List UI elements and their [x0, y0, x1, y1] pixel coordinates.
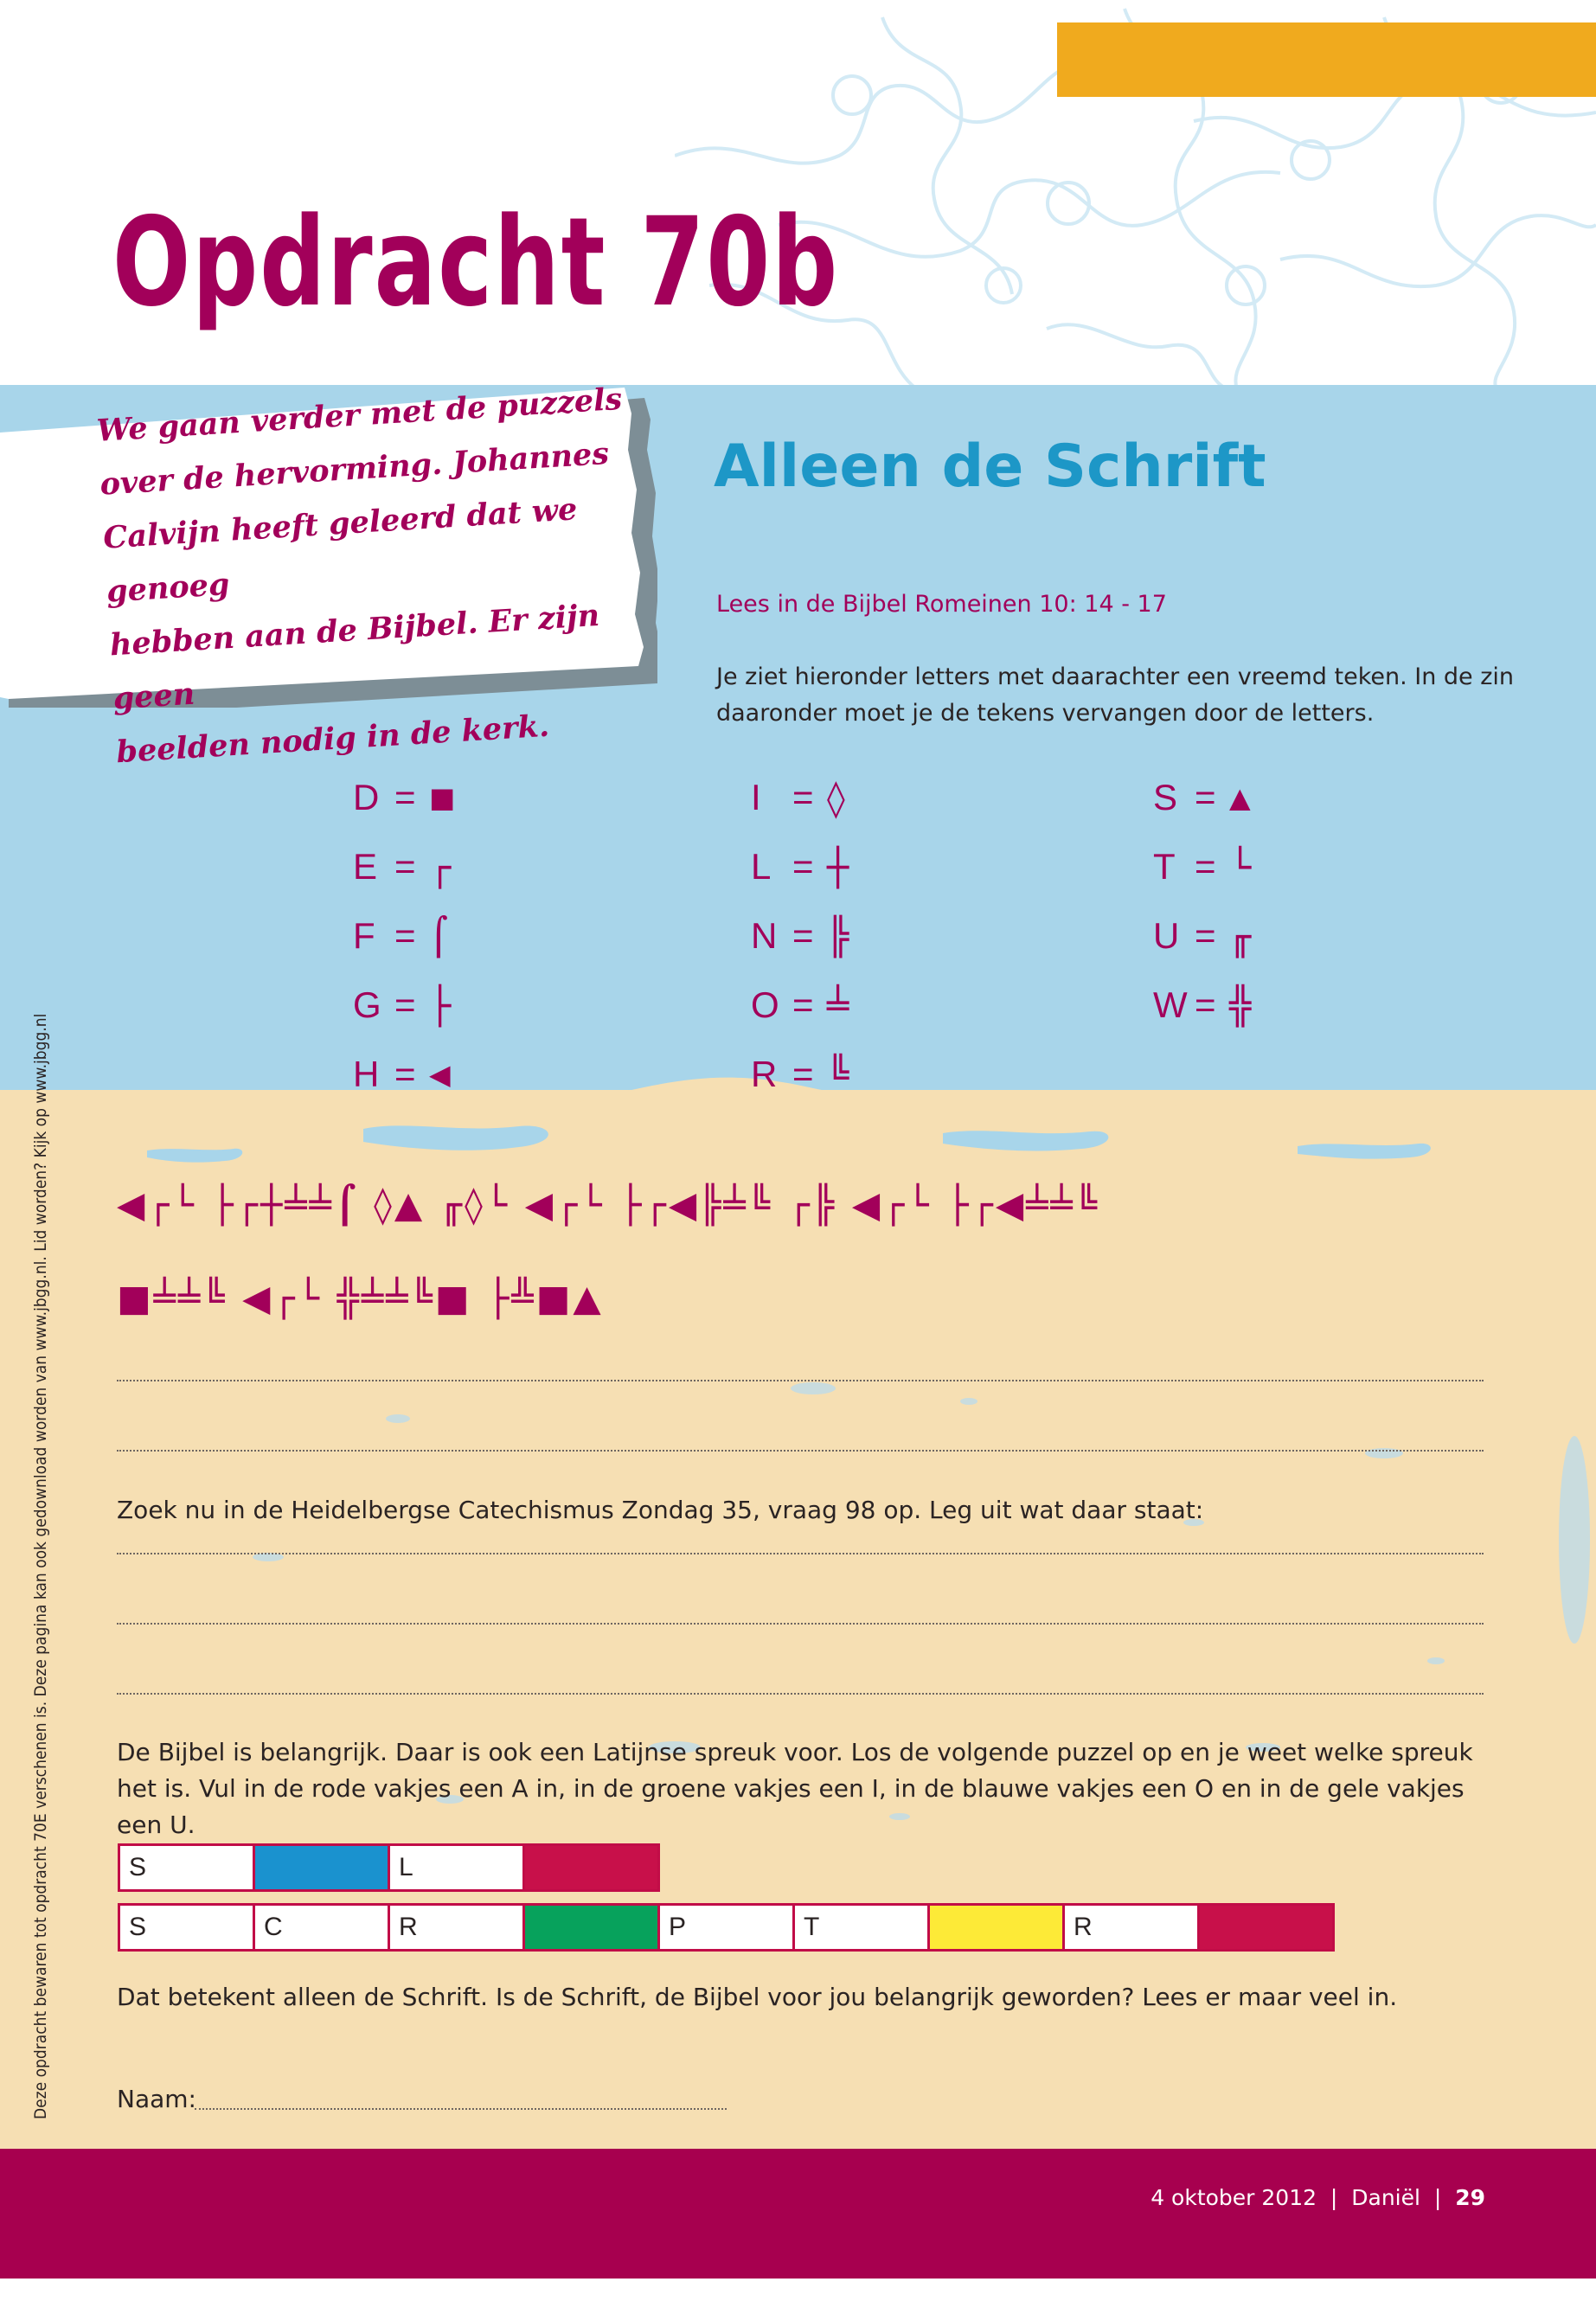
key-letter: R [751, 1054, 778, 1094]
key-row [751, 971, 1010, 1040]
key-row [1153, 763, 1413, 832]
key-row [751, 763, 1010, 832]
triangle-left-symbol-icon: ◀ [429, 1058, 451, 1091]
grid-cell[interactable] [1200, 1906, 1332, 1949]
key-equals: = [792, 1054, 814, 1094]
key-letter: T [1153, 846, 1176, 887]
puzzle-grid-row-1 [118, 1843, 660, 1892]
key-equals: = [1195, 777, 1216, 817]
key-row [751, 832, 1010, 901]
corner-low-symbol-icon: └ [1229, 845, 1252, 888]
intro-note-line: beelden nodig in de kerk. [115, 708, 551, 771]
key-column-1 [353, 763, 612, 1109]
latin-puzzle-instructions: De Bijbel is belangrijk. Daar is ook een Latijnse spreuk voor. Los de volgende puzzel op en je weet welke spreuk het is. Vul in de rode vakjes een A in, in de groene vakjes een I, in de blauwe vakjes een O en in de gele vakjes een U. [117, 1738, 1473, 1839]
answer-line[interactable] [117, 1693, 1484, 1695]
grid-cell[interactable] [525, 1906, 660, 1949]
key-column-2 [751, 763, 1010, 1109]
name-field[interactable] [195, 2108, 727, 2110]
key-letter: S [1153, 777, 1178, 817]
catechism-question: Zoek nu in de Heidelbergse Catechismus Zondag 35, vraag 98 op. Leg uit wat daar staat: [117, 1496, 1204, 1524]
issue-date: 4 oktober 2012 [1151, 2185, 1317, 2210]
instructions: Je ziet hieronder letters met daarachter een vreemd teken. In de zin daaronder moet je de tekens vervangen door de letters. [716, 663, 1515, 727]
key-letter: U [1153, 915, 1180, 956]
conclusion-text: Dat betekent alleen de Schrift. Is de Schrift, de Bijbel voor jou belangrijk geworden? Lees er maar veel in. [117, 1983, 1398, 2011]
key-equals: = [394, 984, 416, 1025]
double-corner-symbol-icon: ╚ [827, 1053, 849, 1096]
answer-line[interactable] [117, 1623, 1484, 1625]
intro-note-line: hebben aan de Bijbel. Er zijn geen [108, 597, 601, 717]
key-equals: = [792, 777, 814, 817]
name-label: Naam: [117, 2085, 196, 2113]
side-notice: Deze opdracht bewaren tot opdracht 70E verschenen is. Deze pagina kan ook gedownload worden van www.jbgg.nl. Lid worden? Kijk op www.jbgg.nl [31, 1013, 50, 2119]
grid-cell[interactable]: S [120, 1846, 255, 1889]
grid-cell[interactable] [930, 1906, 1065, 1949]
key-row [353, 763, 612, 832]
hook-symbol-icon: ⌠ [429, 914, 448, 958]
square-symbol-icon: ■ [429, 781, 456, 814]
footer-bar [0, 2149, 1596, 2279]
key-row [353, 1040, 612, 1109]
intro-note-line: over de hervorming. Johannes [99, 435, 611, 503]
key-equals: = [792, 984, 814, 1025]
intro-note-line: We gaan verder met de puzzels [95, 381, 624, 449]
key-equals: = [1195, 915, 1216, 956]
key-equals: = [394, 777, 416, 817]
grid-cell[interactable]: R [1065, 1906, 1200, 1949]
key-letter: N [751, 915, 778, 956]
double-tee-symbol-icon: ╠ [827, 914, 849, 958]
triangle-up-symbol-icon: ▲ [1229, 781, 1251, 814]
key-row [353, 971, 612, 1040]
key-equals: = [792, 846, 814, 887]
answer-line[interactable] [117, 1380, 1484, 1381]
key-row [1153, 832, 1413, 901]
key-equals: = [394, 1054, 416, 1094]
key-equals: = [394, 915, 416, 956]
separator: | [1330, 2185, 1338, 2210]
key-equals: = [1195, 984, 1216, 1025]
key-row [751, 901, 1010, 971]
orange-header-bar [1057, 22, 1596, 97]
cross-symbol-icon: ┼ [827, 845, 849, 888]
page-title: Opdracht 70b [112, 190, 840, 334]
key-letter: D [353, 777, 380, 817]
key-letter: H [353, 1054, 380, 1094]
double-cross-symbol-icon: ╬ [1229, 984, 1252, 1027]
key-letter: O [751, 984, 779, 1025]
grid-cell[interactable]: T [795, 1906, 930, 1949]
key-row [353, 832, 612, 901]
key-letter: L [751, 846, 772, 887]
intro-note-line: Calvijn heeft geleerd dat we genoeg [102, 491, 579, 610]
code-sentence-line-2: ■╧╧╚ ◀┌└ ╬╧╧╚■ ├╩■▲ [117, 1277, 604, 1319]
diamond-symbol-icon: ◊ [827, 776, 845, 819]
answer-line[interactable] [117, 1450, 1484, 1452]
double-base-symbol-icon: ╧ [827, 984, 849, 1027]
grid-cell[interactable]: L [390, 1846, 525, 1889]
corner-symbol-icon: ┌ [429, 845, 452, 888]
grid-cell[interactable]: S [120, 1906, 255, 1949]
footer-info [1151, 2185, 1485, 2210]
key-row [1153, 971, 1413, 1040]
key-row [353, 901, 612, 971]
grid-cell[interactable] [525, 1846, 657, 1889]
key-equals: = [394, 846, 416, 887]
grid-cell[interactable]: P [660, 1906, 795, 1949]
code-sentence-line-1: ◀┌└ ├┌┼╧╧⌠ ◊▲ ╓◊└ ◀┌└ ├┌◀╠╧╚ ┌╠ ◀┌└ ├┌◀╧╧╚ [117, 1183, 1100, 1226]
intro-note [95, 372, 653, 779]
page-number: 29 [1455, 2185, 1485, 2210]
key-equals: = [1195, 846, 1216, 887]
bible-reference: Lees in de Bijbel Romeinen 10: 14 - 17 [716, 591, 1167, 618]
key-row [1153, 901, 1413, 971]
key-letter: E [353, 846, 378, 887]
grid-cell[interactable]: R [390, 1906, 525, 1949]
key-letter: W [1153, 984, 1188, 1025]
answer-line[interactable] [117, 1553, 1484, 1554]
key-letter: I [751, 777, 761, 817]
tee-right-symbol-icon: ├ [429, 984, 452, 1027]
key-letter: G [353, 984, 381, 1025]
section-heading: Alleen de Schrift [714, 433, 1266, 501]
key-letter: F [353, 915, 375, 956]
key-equals: = [792, 915, 814, 956]
magazine-name: Daniël [1351, 2185, 1420, 2210]
double-hook-symbol-icon: ╓ [1229, 914, 1252, 958]
key-row [751, 1040, 1010, 1109]
separator: | [1433, 2185, 1442, 2210]
grid-cell[interactable] [255, 1846, 390, 1889]
key-column-3 [1153, 763, 1413, 1040]
grid-cell[interactable]: C [255, 1906, 390, 1949]
puzzle-grid-row-2 [118, 1903, 1335, 1952]
